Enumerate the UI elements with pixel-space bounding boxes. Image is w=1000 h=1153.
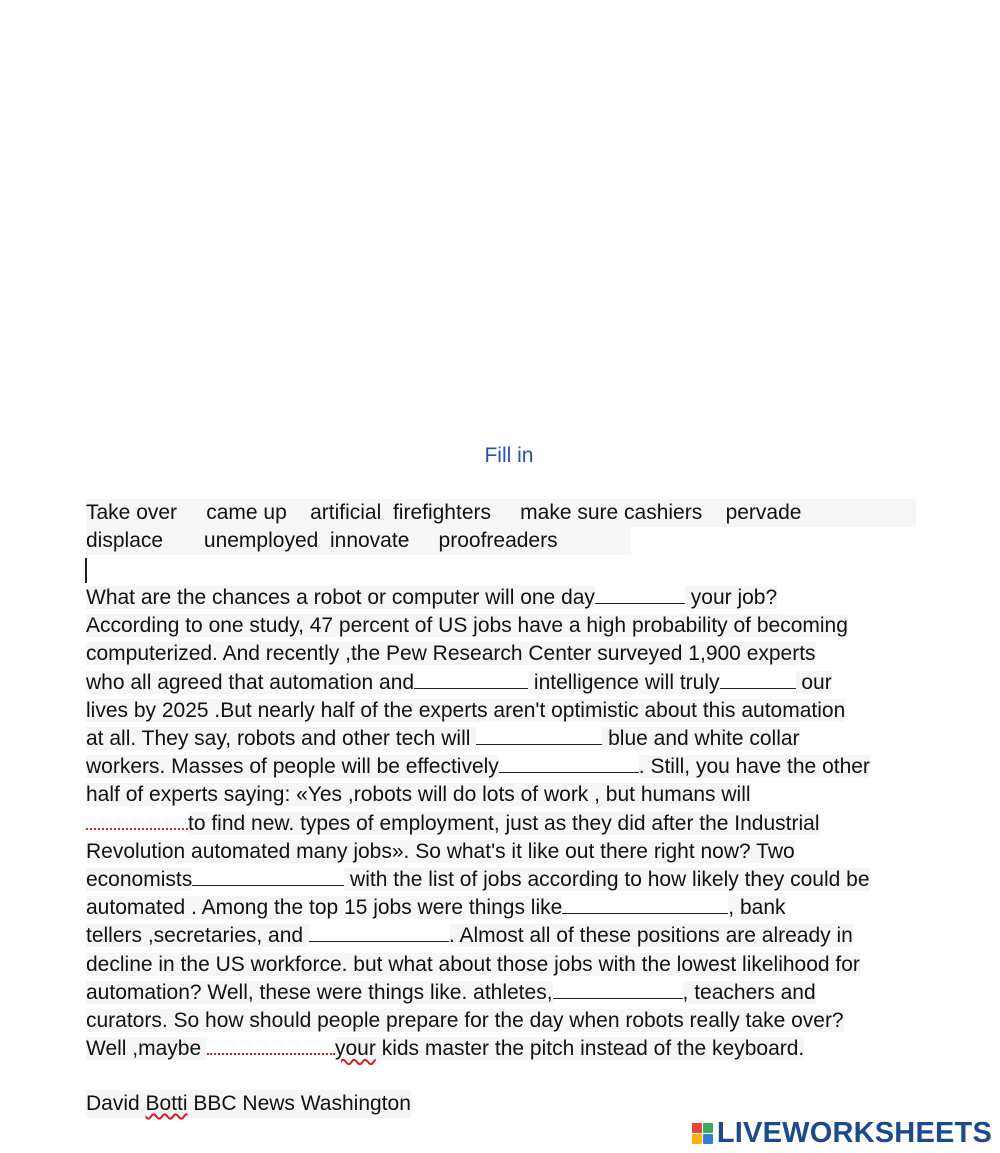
answer-blank-11[interactable] bbox=[207, 1035, 335, 1055]
logo-blocks-icon bbox=[692, 1123, 713, 1144]
answer-blank-6[interactable] bbox=[86, 810, 188, 830]
passage-line: workers. Masses of people will be effectively . Still, you have the other bbox=[86, 755, 870, 779]
answer-blank-5[interactable] bbox=[499, 754, 639, 773]
passage-line: automated . Among the top 15 jobs were things like , bank bbox=[86, 896, 786, 920]
passage bbox=[86, 584, 946, 1063]
passage-line: Well ,maybe your kids master the pitch instead of the keyboard. bbox=[86, 1037, 805, 1061]
passage-line: According to one study, 47 percent of US jobs have a high probability of becoming bbox=[86, 614, 848, 638]
answer-blank-8[interactable] bbox=[562, 895, 728, 914]
passage-line: lives by 2025 .But nearly half of the experts aren't optimistic about this automation bbox=[86, 698, 846, 722]
logo-block bbox=[692, 1123, 702, 1133]
passage-line: at all. They say, robots and other tech will blue and white collar bbox=[86, 727, 800, 751]
answer-blank-3[interactable] bbox=[720, 670, 796, 689]
logo-block bbox=[703, 1123, 713, 1133]
answer-blank-4[interactable] bbox=[476, 726, 602, 745]
passage-line: to find new. types of employment, just as they did after the Industrial bbox=[86, 810, 946, 838]
passage-line: economists with the list of jobs according to how likely they could be bbox=[86, 868, 870, 892]
passage-line: decline in the US workforce. but what about those jobs with the lowest likelihood for bbox=[86, 952, 860, 976]
passage-line: who all agreed that automation and intelligence will truly our bbox=[86, 670, 832, 694]
answer-blank-2[interactable] bbox=[414, 670, 528, 689]
liveworksheets-logo bbox=[692, 1117, 992, 1150]
word-bank-line: displace unemployed innovate proofreaders bbox=[86, 527, 631, 555]
passage-line: computerized. And recently ,the Pew Research Center surveyed 1,900 experts bbox=[86, 642, 816, 666]
passage-line: tellers ,secretaries, and . Almost all of these positions are already in bbox=[86, 924, 853, 948]
logo-text: LIVEWORKSHEETS bbox=[716, 1117, 992, 1149]
answer-blank-10[interactable] bbox=[553, 980, 683, 999]
logo-block bbox=[692, 1134, 702, 1144]
answer-blank-1[interactable] bbox=[595, 585, 685, 604]
passage-line: Revolution automated many jobs». So what's it like out there right now? Two bbox=[86, 839, 795, 863]
word-bank-line: Take over came up artificial firefighters make sure cashiers pervade bbox=[86, 499, 916, 527]
worksheet-title: Fill in bbox=[484, 444, 534, 467]
word-bank bbox=[86, 499, 916, 555]
answer-blank-9[interactable] bbox=[309, 923, 449, 942]
passage-line: curators. So how should people prepare for the day when robots really take over? bbox=[86, 1009, 844, 1033]
signature: David Botti BBC News Washington bbox=[86, 1090, 411, 1118]
passage-line: What are the chances a robot or computer will one day your job? bbox=[86, 586, 778, 609]
answer-blank-7[interactable] bbox=[192, 867, 344, 886]
logo-block bbox=[703, 1134, 713, 1144]
passage-line: automation? Well, these were things like. athletes, , teachers and bbox=[86, 980, 816, 1004]
text-cursor bbox=[85, 558, 87, 583]
passage-line: half of experts saying: «Yes ,robots will do lots of work , but humans will bbox=[86, 783, 751, 807]
author-name: Botti bbox=[145, 1092, 188, 1115]
